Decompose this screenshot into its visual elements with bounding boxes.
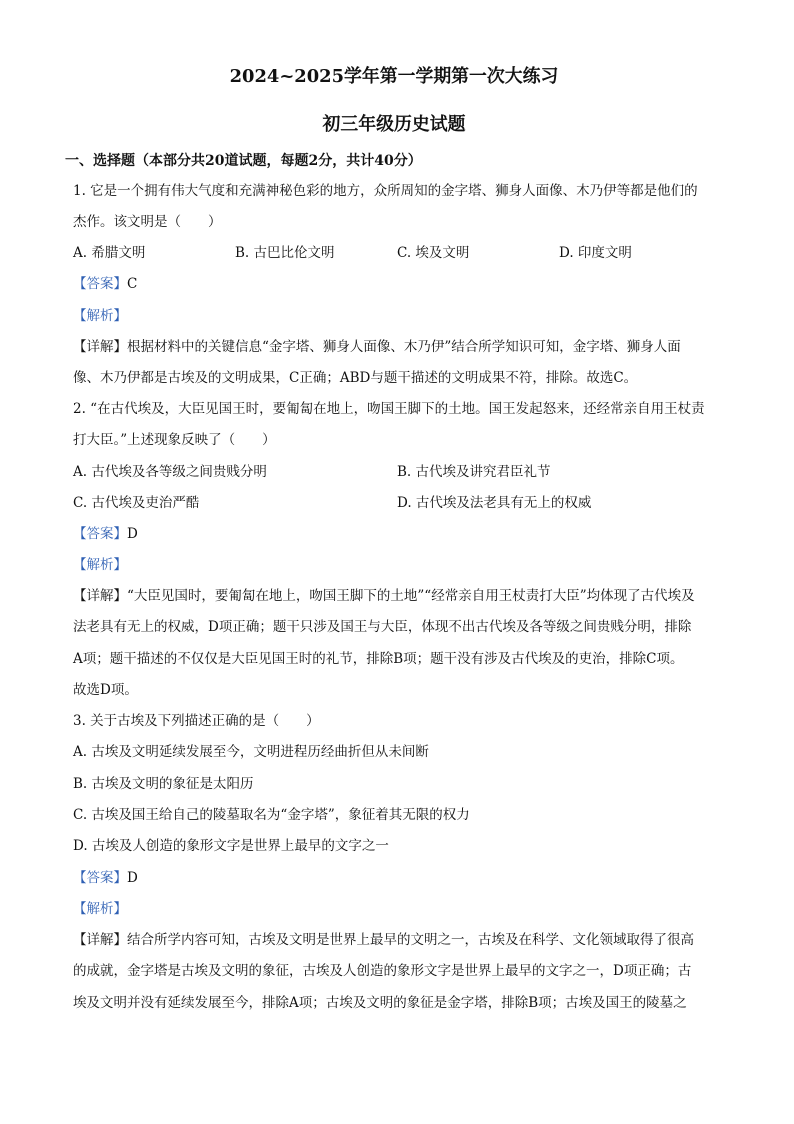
q3-detail-line-1 — [73, 931, 694, 949]
q1-answer-value: C — [127, 276, 138, 292]
q1-detail-line-1 — [73, 338, 681, 356]
detail-label: 【详解】 — [73, 339, 127, 355]
q2-option-b: B. 古代埃及讲究君臣礼节 — [397, 464, 551, 480]
q1-option-b: B. 古巴比伦文明 — [235, 245, 335, 261]
q1-analysis-label: 【解析】 — [73, 308, 127, 324]
q2-detail-text-1: “大臣见国时，要匍匐在地上，吻国王脚下的土地”“经常亲自用王杖责打大臣”均体现了古代埃及 — [127, 588, 695, 604]
q2-detail-line-4: 故选D项。 — [73, 682, 138, 698]
page-subtitle: 初三年级历史试题 — [322, 114, 466, 135]
q3-answer-value: D — [127, 870, 138, 886]
section-heading: 一、选择题（本部分共20道试题，每题2分，共计40分） — [65, 153, 422, 169]
page-title: 2024~2025学年第一学期第一次大练习 — [229, 66, 559, 87]
q3-option-a: A. 古埃及文明延续发展至今，文明进程历经曲折但从未间断 — [73, 744, 429, 760]
q3-option-d: D. 古埃及人创造的象形文字是世界上最早的文字之一 — [73, 838, 389, 854]
q2-stem-line-1: 2. “在古代埃及，大臣见国王时，要匍匐在地上，吻国王脚下的土地。国王发起怒来，还经常亲自用王杖责 — [73, 401, 705, 417]
answer-label: 【答案】 — [73, 870, 127, 886]
q1-option-a: A. 希腊文明 — [73, 245, 146, 261]
q3-option-b: B. 古埃及文明的象征是太阳历 — [73, 776, 254, 792]
q3-analysis-label: 【解析】 — [73, 901, 127, 917]
q2-option-c: C. 古代埃及吏治严酷 — [73, 495, 200, 511]
q1-detail-line-2: 像、木乃伊都是古埃及的文明成果，C正确；ABD与题干描述的文明成果不符，排除。故选C。 — [73, 370, 638, 386]
detail-label: 【详解】 — [73, 588, 127, 604]
q1-option-d: D. 印度文明 — [559, 245, 632, 261]
q2-option-d: D. 古代埃及法老具有无上的权威 — [397, 495, 592, 511]
q2-detail-line-3: A项；题干描述的不仅仅是大臣见国王时的礼节，排除B项；题干没有涉及古代埃及的吏治，排除C项。 — [73, 651, 684, 667]
q1-option-c: C. 埃及文明 — [397, 245, 470, 261]
q3-detail-line-3: 埃及文明并没有延续发展至今，排除A项；古埃及文明的象征是金字塔，排除B项；古埃及国王的陵墓之 — [73, 995, 687, 1011]
q2-answer — [73, 525, 138, 543]
q1-stem-line-1: 1. 它是一个拥有伟大气度和充满神秘色彩的地方，众所周知的金字塔、狮身人面像、木乃伊等都是他们的 — [73, 183, 698, 199]
q2-option-a: A. 古代埃及各等级之间贵贱分明 — [73, 464, 267, 480]
answer-label: 【答案】 — [73, 526, 127, 542]
q2-answer-value: D — [127, 526, 138, 542]
q2-detail-line-2: 法老具有无上的权威，D项正确；题干只涉及国王与大臣，体现不出古代埃及各等级之间贵贱分明，排除 — [73, 619, 692, 635]
q3-answer — [73, 869, 138, 887]
q2-analysis-label: 【解析】 — [73, 557, 127, 573]
q2-stem-line-2: 打大臣。”上述现象反映了（ ） — [73, 432, 276, 448]
q3-stem-line-1: 3. 关于古埃及下列描述正确的是（ ） — [73, 713, 320, 729]
q3-option-c: C. 古埃及国王给自己的陵墓取名为“金字塔”，象征着其无限的权力 — [73, 807, 470, 823]
q1-answer — [73, 275, 137, 293]
q1-detail-text-1: 根据材料中的关键信息“金字塔、狮身人面像、木乃伊”结合所学知识可知，金字塔、狮身人面 — [127, 339, 681, 355]
q3-detail-text-1: 结合所学内容可知，古埃及文明是世界上最早的文明之一，古埃及在科学、文化领域取得了很高 — [127, 932, 694, 948]
detail-label: 【详解】 — [73, 932, 127, 948]
q2-detail-line-1 — [73, 587, 695, 605]
q1-stem-line-2: 杰作。该文明是（ ） — [73, 214, 222, 230]
answer-label: 【答案】 — [73, 276, 127, 292]
q3-detail-line-2: 的成就，金字塔是古埃及文明的象征，古埃及人创造的象形文字是世界上最早的文字之一，D项正确；古 — [73, 963, 692, 979]
